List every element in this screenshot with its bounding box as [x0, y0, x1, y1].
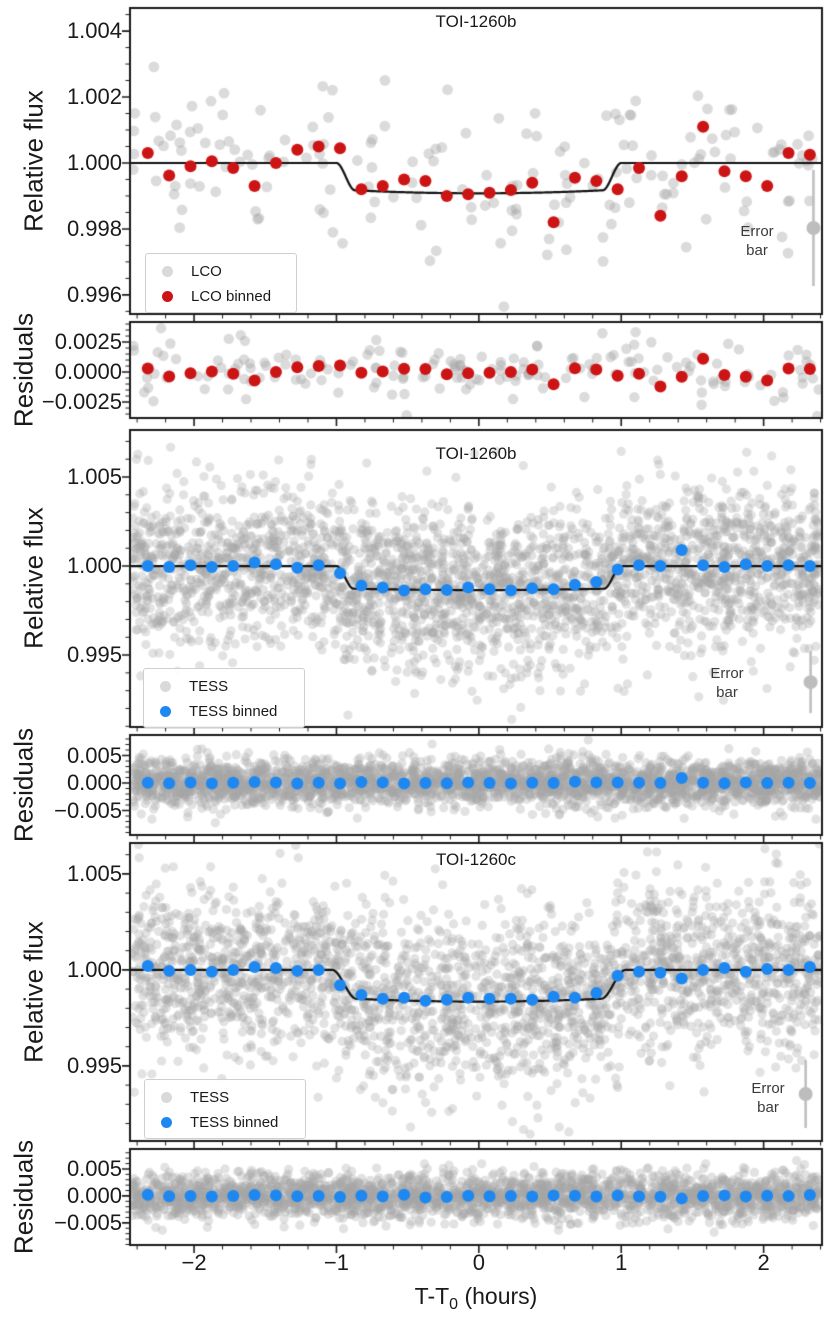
y-tick-label: 0.000 [66, 1182, 122, 1208]
y-tick-label: 0.995 [66, 642, 122, 668]
y-tick-label: −0.005 [54, 797, 122, 823]
error-bar-label-line1: Error [751, 1080, 785, 1097]
tess-marker-icon [160, 681, 171, 692]
y-tick-label: 1.000 [66, 149, 122, 175]
legend-item [153, 1087, 293, 1107]
x-tick-label: 2 [757, 1250, 770, 1275]
y-tick-label: 1.000 [66, 956, 122, 982]
error-bar-label-line1: Error [740, 223, 774, 240]
y-axis-label-relative-flux: Relative flux [18, 507, 49, 649]
y-tick-label: 0.005 [66, 1155, 122, 1181]
y-tick-label: 0.0025 [54, 329, 122, 355]
y-axis-label-relative-flux: Relative flux [18, 921, 49, 1063]
panel-title-toi-1260b-tess: TOI-1260b [435, 444, 517, 463]
x-axis-label [130, 1283, 822, 1314]
legend-item [153, 1112, 293, 1132]
x-tick-label: 1 [615, 1250, 628, 1275]
legend-label: TESS [190, 1088, 230, 1106]
lco-binned-marker-icon [162, 291, 173, 302]
x-tick-label: −2 [181, 1250, 207, 1275]
x-tick-label: −1 [323, 1250, 349, 1275]
error-bar-label-line1: Error [710, 665, 744, 682]
legend-lco [145, 253, 297, 313]
lco-marker-icon [162, 266, 173, 277]
y-tick-label: 1.004 [66, 18, 122, 44]
y-tick-label: 0.0000 [54, 359, 122, 385]
error-bar-annotation [682, 664, 772, 702]
y-tick-label: 1.005 [66, 860, 122, 886]
legend-item [152, 701, 292, 721]
error-bar-annotation [712, 222, 802, 260]
error-bar-label-line2: bar [716, 684, 738, 701]
y-tick-label: 0.996 [66, 281, 122, 307]
legend-label: TESS binned [189, 702, 278, 720]
y-axis-label-residuals: Residuals [8, 727, 39, 843]
legend-item [154, 261, 284, 281]
y-tick-label: 1.005 [66, 464, 122, 489]
error-bar-annotation [723, 1079, 813, 1117]
panel-title-toi-1260c-tess: TOI-1260c [435, 850, 516, 869]
x-tick-label: 0 [472, 1250, 485, 1275]
y-tick-label: 0.998 [66, 215, 122, 241]
y-tick-label: −0.005 [54, 1209, 122, 1235]
tess-binned-marker-icon [161, 1117, 172, 1128]
legend-label: LCO binned [191, 287, 272, 305]
x-axis-label-subscript: 0 [449, 1296, 459, 1313]
legend-item [154, 286, 284, 306]
tess-binned-marker-icon [160, 706, 171, 717]
y-tick-label: −0.0025 [41, 389, 122, 415]
y-axis-label-residuals: Residuals [8, 1139, 39, 1255]
legend-tess-b [143, 668, 305, 728]
y-tick-label: 0.995 [66, 1052, 122, 1078]
x-axis-label-post: (hours) [458, 1283, 538, 1309]
legend-item [152, 676, 292, 696]
tess-marker-icon [161, 1092, 172, 1103]
legend-label: TESS binned [190, 1113, 279, 1131]
y-tick-label: 0.005 [66, 742, 122, 768]
panel-title-toi-1260b-lco: TOI-1260b [435, 12, 517, 31]
y-tick-label: 1.002 [66, 84, 122, 110]
legend-label: TESS [189, 677, 229, 695]
y-axis-label-relative-flux: Relative flux [18, 90, 49, 232]
y-tick-label: 1.000 [66, 553, 122, 579]
legend-tess-c [144, 1079, 306, 1139]
x-axis-label-pre: T-T [414, 1283, 450, 1309]
y-tick-label: 0.000 [66, 770, 122, 796]
error-bar-label-line2: bar [746, 242, 768, 259]
legend-label: LCO [191, 262, 222, 280]
y-axis-label-residuals: Residuals [8, 312, 39, 428]
error-bar-label-line2: bar [757, 1099, 779, 1116]
